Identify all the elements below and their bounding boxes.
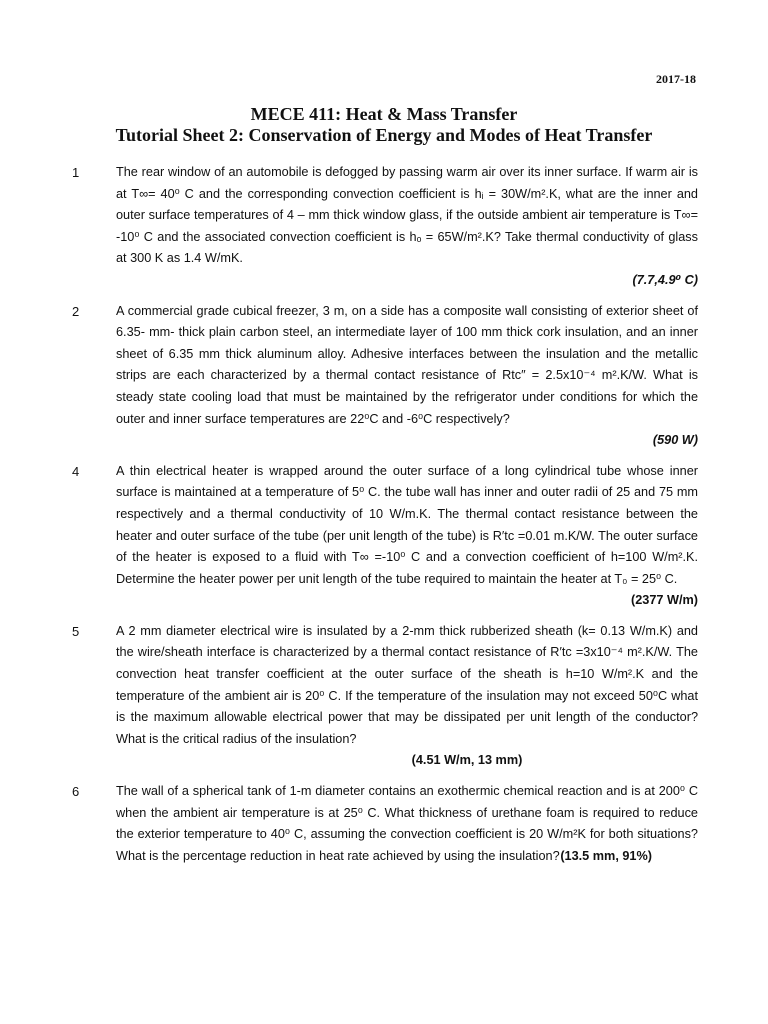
problem-answer: (7.7,4.9⁰ C) bbox=[632, 272, 698, 287]
problem-text bbox=[116, 461, 698, 612]
problem-number: 5 bbox=[72, 623, 80, 639]
problem-text bbox=[116, 162, 698, 292]
problem-4 bbox=[72, 461, 698, 612]
problem-number: 4 bbox=[72, 463, 80, 479]
problem-answer: (13.5 mm, 91%) bbox=[560, 848, 652, 863]
problem-answer: (590 W) bbox=[652, 433, 698, 448]
sheet-title: Tutorial Sheet 2: Conservation of Energy and Modes of Heat Transfer bbox=[115, 125, 653, 145]
problem-text bbox=[116, 781, 698, 867]
problem-text bbox=[116, 301, 698, 452]
document-year: 2017-18 bbox=[656, 72, 696, 86]
problem-2 bbox=[72, 301, 698, 452]
problem-statement: The wall of a spherical tank of 1-m diameter contains an exothermic chemical reaction and is at 200⁰ C when the ambient air temperature is at 25⁰ C. What thickness of urethane foam is required to reduce the exterior temperature to 40⁰ C, assuming the convection coefficient is 20 W/m²K for both situations? What is the percentage reduction in heat rate achieved by using the insulation? bbox=[116, 784, 698, 863]
problem-statement: A commercial grade cubical freezer, 3 m, on a side has a composite wall consisting of exterior sheet of 6.35- mm- thick plain carbon steel, an intermediate layer of 100 mm thick cork insulation, and an inner sheet of 6.35 mm thick aluminum alloy. Adhesive interfaces between the insulation and the metallic strips are each characterized by a thermal contact resistance of Rtc″ = 2.5x10⁻⁴ m².K/W. What is steady state cooling load that must be maintained by the refrigerator under conditions for which the outer and inner surface temperatures are 22⁰C and -6⁰C respectively? bbox=[116, 303, 698, 426]
course-title: MECE 411: Heat & Mass Transfer bbox=[250, 104, 518, 124]
problem-list bbox=[72, 162, 698, 876]
problem-1 bbox=[72, 162, 698, 292]
problem-5 bbox=[72, 621, 698, 772]
problem-statement: The rear window of an automobile is defogged by passing warm air over its inner surface. If warm air is at T∞= 40⁰ C and the corresponding convection coefficient is hᵢ = 30W/m².K, what are the inner and outer surface temperatures of 4 – mm thick window glass, if the outside ambient air temperature is T∞= -10⁰ C and the associated convection coefficient is hₒ = 65W/m².K? Take thermal conductivity of glass at 300 K as 1.4 W/mK. bbox=[116, 165, 698, 266]
problem-text bbox=[116, 621, 698, 772]
problem-number: 1 bbox=[72, 165, 80, 180]
problem-statement: A thin electrical heater is wrapped around the outer surface of a long cylindrical tube whose inner surface is maintained at a temperature of 5⁰ C. the tube wall has inner and outer radii of 25 and 75 mm respectively and a thermal conductivity of 10 W/m.K. The thermal contact resistance between the heater and outer surface of the tube (per unit length of the tube) is R′tc =0.01 m.K/W. The outer surface of the heater is exposed to a fluid with T∞ =-10⁰ C and a convection coefficient of h=100 W/m².K. Determine the heater power per unit length of the tube required to maintain the heater at T₀ = 25⁰ C. bbox=[116, 463, 698, 586]
problem-6 bbox=[72, 781, 698, 867]
problem-answer: (2377 W/m) bbox=[631, 593, 698, 608]
document-title bbox=[0, 104, 768, 146]
problem-answer: (4.51 W/m, 13 mm) bbox=[411, 753, 523, 768]
problem-statement: A 2 mm diameter electrical wire is insulated by a 2-mm thick rubberized sheath (k= 0.13 W/m.K) and the wire/sheath interface is characterized by a thermal contact resistance of R′tc =3x10⁻⁴ m².K/W. The convection heat transfer coefficient at the outer surface of the sheath is h=10 W/m².K and the temperature of the ambient air is 20⁰ C. If the temperature of the insulation may not exceed 50⁰C what is the maximum allowable electrical power that may be dissipated per unit length of the conductor? What is the critical radius of the insulation? bbox=[116, 623, 698, 746]
problem-number: 6 bbox=[72, 784, 80, 800]
problem-number: 2 bbox=[72, 303, 80, 319]
